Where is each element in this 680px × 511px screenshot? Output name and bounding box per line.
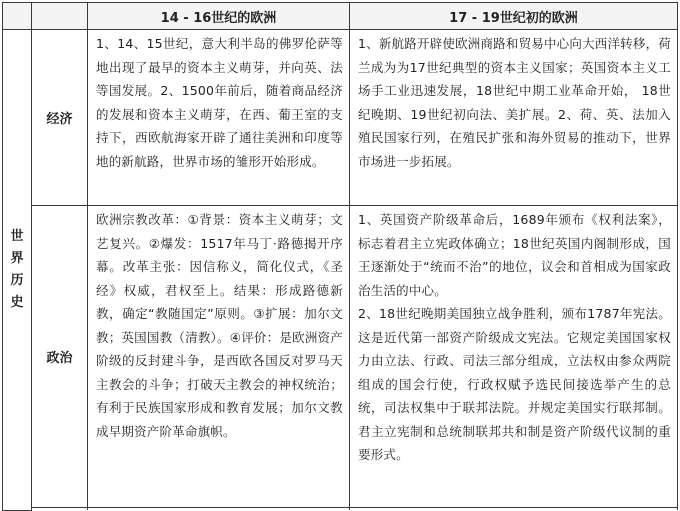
section-label-world-history — [3, 30, 32, 511]
header-14-16-century: 14 - 16世纪的欧洲 — [88, 3, 350, 30]
header-blank-section — [3, 3, 32, 30]
section-label-text: 世界历史 — [10, 228, 24, 310]
table-header-row — [3, 3, 678, 30]
politics-17-19-cell — [350, 206, 678, 508]
politics-row — [3, 206, 678, 508]
politics-17-19-paragraph-2: 2、18世纪晚期美国独立战争胜利，颁布1787年宪法。这是近代第一部资产阶级成文宪法。它规定美国国家权力由立法、行政、司法三部分组成，立法权由参众两院组成的国会行使，行政权赋予选民间接选举产生的总统，司法权集中于联邦法院。并规定美国实行联邦制。君主立宪制和总统制联邦共和制是资产阶级代议制的重要形式。 — [358, 306, 671, 462]
row-label-politics: 政治 — [32, 206, 88, 508]
row-label-economy: 经济 — [32, 30, 88, 206]
politics-14-16-text: 欧洲宗教改革：①背景：资本主义萌芽；文艺复兴。②爆发：1517年马丁·路德揭开序幕。改革主张：因信称义，简化仪式，《圣经》权威，君权至上。结果：形成路德新教，确定“教随国定”原则。③扩展：加尔文教；英国国教（清教）。④评价：是欧洲资产阶级的反封建斗争，是西欧各国反对罗马天主教会的斗争；打破天主教会的神权统治；有利于民族国家形成和教育发展；加尔文教成早期资产阶革命旗帜。 — [88, 206, 350, 508]
header-17-19-century: 17 - 19世纪初的欧洲 — [350, 3, 678, 30]
header-blank-label — [32, 3, 88, 30]
economy-14-16-text: 1、14、15世纪，意大利半岛的佛罗伦萨等地出现了最早的资本主义萌芽，并向英、法等国发展。2、1500年前后，随着商品经济的发展和资本主义萌芽，在西、葡王室的支持下，西欧航海家开辟了通往美洲和印度等地的新航路，世界市场的雏形开始形成。 — [88, 30, 350, 206]
economy-row — [3, 30, 678, 206]
history-table — [2, 2, 678, 511]
politics-17-19-paragraph-1: 1、英国资产阶级革命后，1689年颁布《权利法案》，标志着君主立宪政体确立；18世纪英国内阁制形成，国王逐渐处于“统而不治”的地位，议会和首相成为国家政治生活的中心。 — [358, 212, 671, 298]
economy-17-19-text: 1、新航路开辟使欧洲商路和贸易中心向大西洋转移，荷兰成为为17世纪典型的资本主义国家；英国资本主义工场手工业迅速发展，18世纪中期工业革命开始， 18世纪晚期、19世纪初向法、美扩展。2、荷、英、法加入殖民国家行列，在殖民扩张和海外贸易的推动下，世界市场进一步拓展。 — [350, 30, 678, 206]
